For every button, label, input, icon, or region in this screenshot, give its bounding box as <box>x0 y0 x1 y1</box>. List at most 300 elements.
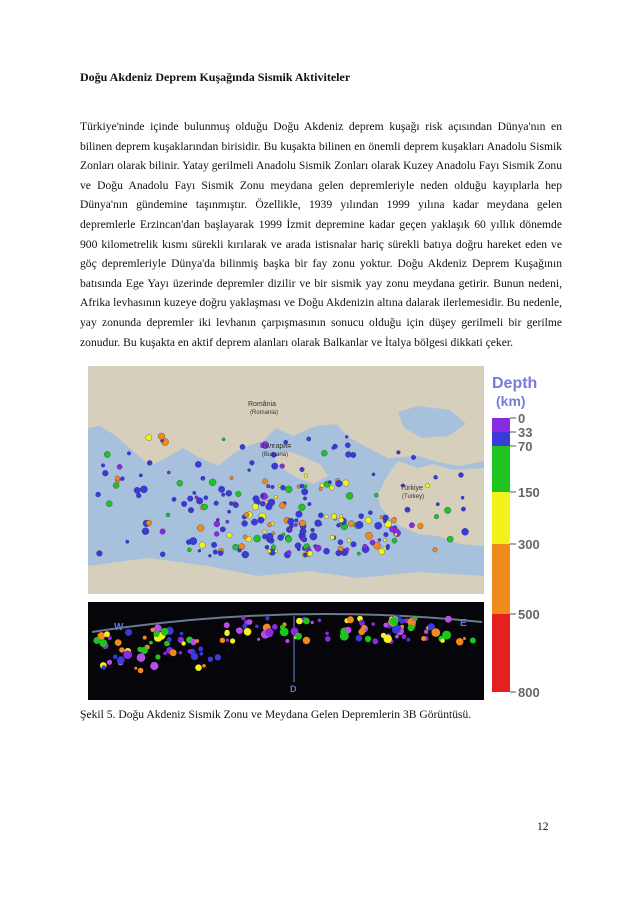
earthquake-dot <box>346 492 353 499</box>
earthquake-dot <box>418 523 424 529</box>
section-earthquake-dot <box>230 638 235 643</box>
section-earthquake-dot <box>113 655 118 660</box>
earthquake-dot <box>172 497 176 501</box>
earthquake-dot <box>213 550 218 555</box>
earthquake-dot <box>280 464 285 469</box>
legend-tick-label: 33 <box>518 425 533 440</box>
section-earthquake-dot <box>445 616 452 623</box>
section-earthquake-dot <box>180 632 184 636</box>
section-earthquake-dot <box>280 628 289 637</box>
legend-tick-label: 150 <box>518 485 540 500</box>
earthquake-dot <box>202 504 208 510</box>
earthquake-dot <box>267 549 271 553</box>
earthquake-dot <box>104 451 110 457</box>
depth-legend <box>486 366 554 702</box>
section-earthquake-dot <box>402 634 407 639</box>
section-earthquake-dot <box>198 647 203 652</box>
earthquake-dot <box>251 519 257 525</box>
earthquake-dot <box>343 480 349 486</box>
earthquake-dot <box>279 503 285 509</box>
page-number: 12 <box>537 820 549 833</box>
section-earthquake-dot <box>102 665 106 669</box>
earthquake-dot <box>285 486 292 493</box>
legend-unit: (km) <box>496 393 526 409</box>
earthquake-dot <box>146 520 152 526</box>
earthquake-dot <box>97 551 103 557</box>
earthquake-dot <box>363 544 368 549</box>
section-earthquake-dot <box>161 628 169 636</box>
section-earthquake-dot <box>303 637 310 644</box>
earthquake-dot <box>405 507 410 512</box>
earthquake-dot <box>140 486 147 493</box>
section-earthquake-dot <box>440 639 444 643</box>
legend-tick-label: 300 <box>518 537 540 552</box>
legend-color-segment <box>492 418 510 432</box>
earthquake-dot <box>299 504 306 511</box>
earthquake-dot <box>447 536 453 542</box>
earthquake-dot <box>102 470 108 476</box>
section-earthquake-dot <box>179 651 182 654</box>
section-label-depth: D <box>290 684 297 694</box>
earthquake-dot <box>372 473 375 476</box>
earthquake-dot <box>338 540 343 545</box>
earthquake-dot <box>160 552 165 557</box>
section-earthquake-dot <box>325 632 329 636</box>
earthquake-dot <box>254 535 261 542</box>
earthquake-dot <box>378 548 385 555</box>
earthquake-dot <box>227 510 230 513</box>
section-earthquake-dot <box>241 616 245 620</box>
earthquake-dot <box>365 532 372 539</box>
earthquake-dot <box>208 554 211 557</box>
earthquake-dot <box>336 550 342 556</box>
earthquake-dot <box>411 455 416 460</box>
earthquake-dot <box>295 519 299 523</box>
section-earthquake-dot <box>296 618 303 625</box>
earthquake-dot <box>222 438 225 441</box>
earthquake-dot <box>315 545 322 552</box>
earthquake-dot <box>394 533 397 536</box>
earthquake-dot <box>160 529 166 535</box>
earthquake-dot <box>139 474 142 477</box>
earthquake-dot <box>197 525 204 532</box>
earthquake-dot <box>295 543 301 549</box>
earthquake-dot <box>345 452 351 458</box>
earthquake-dot <box>345 435 348 438</box>
earthquake-dot <box>253 496 260 503</box>
legend-color-segment <box>492 446 510 492</box>
section-earthquake-dot <box>311 621 314 624</box>
earthquake-dot <box>221 493 225 497</box>
depth-cross-section <box>88 602 484 700</box>
earthquake-dot <box>266 533 273 540</box>
section-earthquake-dot <box>224 622 230 628</box>
earthquake-dot <box>321 450 327 456</box>
legend-color-segment <box>492 432 510 446</box>
earthquake-dot <box>300 528 306 534</box>
earthquake-dot <box>117 464 122 469</box>
earthquake-dot <box>391 518 396 523</box>
earthquake-dot <box>115 476 120 481</box>
earthquake-dot <box>348 521 354 527</box>
earthquake-dot <box>375 522 382 529</box>
earthquake-dot <box>181 501 187 507</box>
earthquake-dot <box>275 550 278 553</box>
earthquake-dot <box>220 527 225 532</box>
section-earthquake-dot <box>149 641 153 645</box>
section-earthquake-dot <box>408 625 415 632</box>
section-earthquake-dot <box>93 637 100 644</box>
earthquake-dot <box>365 517 371 523</box>
section-earthquake-dot <box>399 619 404 624</box>
section-earthquake-dot <box>117 656 125 664</box>
earthquake-dot <box>201 476 205 480</box>
earthquake-dot <box>190 537 197 544</box>
earthquake-dot <box>285 536 291 542</box>
section-earthquake-dot <box>199 652 203 656</box>
earthquake-dot <box>265 545 269 549</box>
earthquake-dot <box>136 493 141 498</box>
section-earthquake-dot <box>150 662 158 670</box>
earthquake-dot <box>303 538 306 541</box>
earthquake-dot <box>345 548 349 552</box>
section-earthquake-dot <box>424 630 428 634</box>
earthquake-dot <box>459 473 464 478</box>
earthquake-dot <box>240 444 245 449</box>
section-earthquake-dot <box>372 638 378 644</box>
section-earthquake-dot <box>295 633 302 640</box>
earthquake-dot <box>218 551 223 556</box>
earthquake-dot <box>127 452 131 456</box>
section-earthquake-dot <box>372 622 376 626</box>
legend-color-bar <box>492 418 510 692</box>
earthquake-dot <box>368 511 372 515</box>
legend-color-segment <box>492 492 510 544</box>
section-earthquake-dot <box>125 629 132 636</box>
earthquake-dot <box>120 477 124 481</box>
earthquake-dot <box>214 521 220 527</box>
earthquake-dot <box>147 460 152 465</box>
earthquake-dot <box>304 485 307 488</box>
earthquake-dot <box>310 533 317 540</box>
earthquake-dot <box>374 493 378 497</box>
earthquake-dot <box>226 490 232 496</box>
earthquake-dot <box>356 521 363 528</box>
earthquake-dot <box>258 517 264 523</box>
earthquake-dot <box>242 551 249 558</box>
section-earthquake-dot <box>463 637 466 640</box>
earthquake-dot <box>392 538 397 543</box>
earthquake-dot <box>193 491 196 494</box>
section-earthquake-dot <box>407 638 411 642</box>
section-earthquake-dot <box>413 618 416 621</box>
earthquake-dot <box>315 520 322 527</box>
earthquake-dot <box>337 523 341 527</box>
section-label-west: W <box>114 622 124 633</box>
section-heading: Doğu Akdeniz Deprem Kuşağında Sismik Aktiviteler <box>80 70 351 84</box>
legend-color-segment <box>492 614 510 692</box>
earthquake-dot <box>126 540 129 543</box>
earthquake-dot <box>106 501 112 507</box>
earthquake-dot <box>370 540 375 545</box>
earthquake-dot <box>142 528 149 535</box>
label-bulgaria: България <box>260 443 291 450</box>
earthquake-dot <box>311 528 315 532</box>
section-earthquake-dot <box>220 638 225 643</box>
body-paragraph: Türkiye'ninde içinde bulunmuş olduğu Doğu Akdeniz deprem kuşağı risk açısından Dünya'nın en bilinen deprem kuşaklarından birisidir. Bu kuşakta bilinen en önemli deprem kuşakları Anadolu Sismik Zonları olarak bilinir. Yatay gerilmeli Anadolu Sismik Zonları olarak Kuzey Anadolu Fayı Sismik Zonu ve Doğu Anadolu Fayı Sismik Zonu meydana gelen depremleriyle neden olduğu kayıplarla hep Dünya'nın gündemine taşınmıştır. Özellikle, 1939 yılından 1999 yılına kadar meydana gelen depremlerle Erzincan'dan başlayarak 1999 İzmit depremine kadar geçen yaklaşık 60 yıllık dönemde 900 kilometrelik kısmı sürekli kırılarak ve arada istisnalar hariç sürekli batıya doğru hareket eden ve göç depremleriyle Dünya'da bilinmiş başka bir fay zonu yoktur. Doğu Akdeniz Deprem Kuşağının batısında Ege Yayı üzerinde depremler dizilir ve bir sismik yay zonu meydana getirir. Bunun nedeni, Afrika levhasının kuzeye doğru yaklaşması ve Doğu Akdenizin altına dalarak ilerlemesidir. Bu nedenle, yay zonunda depremler iki levhanın çarpışmasının sonucu olduğu için düşey gerilmeli bir gerilme zonudur. Bu kuşakta en aktif deprem alanları olarak Balkanlar ve İtalya bölgesi dikkati çeker. <box>80 120 562 349</box>
legend-tick-label: 0 <box>518 411 526 426</box>
legend-tick-label: 800 <box>518 685 540 700</box>
earthquake-dot <box>260 501 265 506</box>
section-earthquake-dot <box>356 635 363 642</box>
earthquake-dot <box>198 549 201 552</box>
earthquake-dot <box>278 535 284 541</box>
earthquake-dot <box>101 464 105 468</box>
earthquake-dot <box>218 486 224 492</box>
label-romania-en: (Romania) <box>250 410 279 416</box>
legend-title: Depth <box>492 375 538 392</box>
section-earthquake-dot <box>272 624 278 630</box>
earthquake-dot <box>187 548 191 552</box>
seismicity-map <box>88 366 484 594</box>
earthquake-dot <box>461 496 464 499</box>
section-earthquake-dot <box>358 629 365 636</box>
earthquake-dot <box>335 480 342 487</box>
earthquake-dot <box>250 460 255 465</box>
earthquake-dot <box>386 544 390 548</box>
section-earthquake-dot <box>432 628 441 637</box>
section-earthquake-dot <box>225 630 230 635</box>
earthquake-dot <box>339 518 344 523</box>
section-earthquake-dot <box>137 653 146 662</box>
earthquake-dot <box>261 494 264 497</box>
section-earthquake-dot <box>163 652 166 655</box>
section-earthquake-dot <box>119 647 124 652</box>
earthquake-dot <box>286 550 291 555</box>
earthquake-dot <box>266 503 273 510</box>
earthquake-dot <box>271 545 276 550</box>
section-earthquake-dot <box>347 616 354 623</box>
earthquake-dot <box>462 528 469 535</box>
section-earthquake-dot <box>247 619 253 625</box>
earthquake-dot <box>243 535 247 539</box>
earthquake-dot <box>318 513 323 518</box>
section-earthquake-dot <box>381 633 386 638</box>
earthquake-dot <box>434 514 439 519</box>
section-earthquake-dot <box>208 657 213 662</box>
earthquake-dot <box>195 461 201 467</box>
legend-tick-label: 500 <box>518 607 540 622</box>
earthquake-dot <box>281 485 286 490</box>
section-earthquake-dot <box>141 647 148 654</box>
earthquake-dot <box>263 530 267 534</box>
earthquake-dot <box>167 471 170 474</box>
section-earthquake-dot <box>421 636 426 641</box>
section-earthquake-dot <box>195 664 202 671</box>
section-earthquake-dot <box>303 618 310 625</box>
figure-caption: Şekil 5. Doğu Akdeniz Sismik Zonu ve Meydana Gelen Depremlerin 3B Görüntüsü. <box>80 708 472 721</box>
earthquake-dot <box>113 483 119 489</box>
earthquake-dot <box>252 503 259 510</box>
earthquake-dot <box>229 502 233 506</box>
earthquake-dot <box>324 515 328 519</box>
earthquake-dot <box>199 542 206 549</box>
earthquake-dot <box>380 516 383 519</box>
section-earthquake-dot <box>104 631 110 637</box>
earthquake-dot <box>332 446 335 449</box>
earthquake-dot <box>227 533 232 538</box>
earthquake-dot <box>248 469 251 472</box>
section-earthquake-dot <box>361 620 364 623</box>
section-earthquake-dot <box>170 649 177 656</box>
earthquake-dot <box>238 549 242 553</box>
earthquake-dot <box>383 539 387 543</box>
label-romania: România <box>248 401 277 408</box>
earthquake-dot <box>134 487 140 493</box>
earthquake-dot <box>146 434 152 440</box>
earthquake-dot <box>345 443 350 448</box>
section-earthquake-dot <box>265 616 269 620</box>
section-earthquake-dot <box>285 639 289 643</box>
section-earthquake-dot <box>255 625 259 629</box>
earthquake-dot <box>323 548 329 554</box>
section-earthquake-dot <box>107 660 112 665</box>
section-earthquake-dot <box>365 636 371 642</box>
earthquake-dot <box>226 520 229 523</box>
earthquake-dot <box>196 498 203 505</box>
section-earthquake-dot <box>325 636 331 642</box>
earthquake-dot <box>299 520 305 526</box>
earthquake-dot <box>319 487 322 490</box>
section-earthquake-dot <box>188 649 192 653</box>
earthquake-dot <box>204 496 208 500</box>
earthquake-dot <box>329 485 334 490</box>
section-earthquake-dot <box>456 638 463 645</box>
section-earthquake-dot <box>390 617 398 625</box>
earthquake-dot <box>433 548 438 553</box>
section-earthquake-dot <box>202 664 206 668</box>
section-earthquake-dot <box>236 627 243 634</box>
earthquake-dot <box>187 496 193 502</box>
earthquake-dot <box>461 507 465 511</box>
earthquake-dot <box>436 503 439 506</box>
section-earthquake-dot <box>181 641 185 645</box>
earthquake-dot <box>409 523 414 528</box>
section-earthquake-dot <box>154 624 162 632</box>
earthquake-dot <box>384 532 389 537</box>
legend-tick-label: 70 <box>518 439 533 454</box>
earthquake-dot <box>230 476 233 479</box>
legend-color-segment <box>492 544 510 614</box>
earthquake-dot <box>351 542 357 548</box>
earthquake-dot <box>188 507 194 513</box>
earthquake-dot <box>347 538 351 542</box>
earthquake-dot <box>294 523 298 527</box>
earthquake-dot <box>266 484 270 488</box>
earthquake-dot <box>304 474 308 478</box>
earthquake-dot <box>389 526 395 532</box>
earthquake-dot <box>262 479 267 484</box>
earthquake-dot <box>271 485 275 489</box>
earthquake-dot <box>288 518 295 525</box>
label-turkey: Türkiye <box>400 485 423 492</box>
earthquake-dot <box>177 480 183 486</box>
earthquake-dot <box>383 520 386 523</box>
earthquake-dot <box>300 467 305 472</box>
earthquake-dot <box>303 497 307 501</box>
section-earthquake-dot <box>470 638 476 644</box>
earthquake-dot <box>330 535 335 540</box>
earthquake-dot <box>96 492 101 497</box>
earthquake-dot <box>308 502 312 506</box>
earthquake-dot <box>265 500 268 503</box>
section-label-east: E <box>460 618 467 629</box>
section-earthquake-dot <box>155 654 160 659</box>
earthquake-dot <box>166 513 170 517</box>
section-earthquake-dot <box>134 667 137 670</box>
section-earthquake-dot <box>392 626 400 634</box>
section-earthquake-dot <box>167 637 172 642</box>
earthquake-dot <box>328 480 331 483</box>
figure-graphic <box>88 366 554 702</box>
earthquake-dot <box>357 552 360 555</box>
earthquake-figure <box>88 366 554 702</box>
earthquake-dot <box>274 495 278 499</box>
section-earthquake-dot <box>340 632 349 641</box>
section-earthquake-dot <box>265 628 274 637</box>
earthquake-dot <box>244 512 249 517</box>
earthquake-dot <box>288 528 292 532</box>
earthquake-dot <box>425 483 430 488</box>
earthquake-dot <box>378 538 381 541</box>
section-earthquake-dot <box>383 623 388 628</box>
earthquake-dot <box>214 532 219 537</box>
earthquake-dot <box>242 521 248 527</box>
earthquake-dot <box>307 551 313 557</box>
earthquake-dot <box>271 522 274 525</box>
earthquake-dot <box>434 475 438 479</box>
section-earthquake-dot <box>395 635 399 639</box>
earthquake-dot <box>296 511 303 518</box>
section-earthquake-dot <box>115 639 122 646</box>
earthquake-dot <box>272 463 278 469</box>
earthquake-dot <box>300 484 304 488</box>
section-earthquake-dot <box>226 639 229 642</box>
section-earthquake-dot <box>195 639 199 643</box>
earthquake-dot <box>397 451 401 455</box>
label-bulgaria-en: (Bulgaria) <box>262 452 289 458</box>
earthquake-dot <box>359 514 364 519</box>
earthquake-dot <box>236 491 242 497</box>
label-turkey-en: (Turkey) <box>402 494 425 500</box>
earthquake-dot <box>214 501 219 506</box>
section-earthquake-dot <box>138 668 144 674</box>
earthquake-dot <box>301 489 308 496</box>
section-earthquake-dot <box>123 650 132 659</box>
section-earthquake-dot <box>257 638 260 641</box>
earthquake-dot <box>307 437 311 441</box>
earthquake-dot <box>233 502 239 508</box>
earthquake-dot <box>211 542 217 548</box>
section-earthquake-dot <box>143 636 147 640</box>
section-earthquake-dot <box>244 628 252 636</box>
earthquake-dot <box>320 483 324 487</box>
section-earthquake-dot <box>318 619 322 623</box>
earthquake-dot <box>331 514 337 520</box>
section-earthquake-dot <box>215 654 221 660</box>
earthquake-dot <box>209 479 216 486</box>
earthquake-dot <box>445 507 451 513</box>
